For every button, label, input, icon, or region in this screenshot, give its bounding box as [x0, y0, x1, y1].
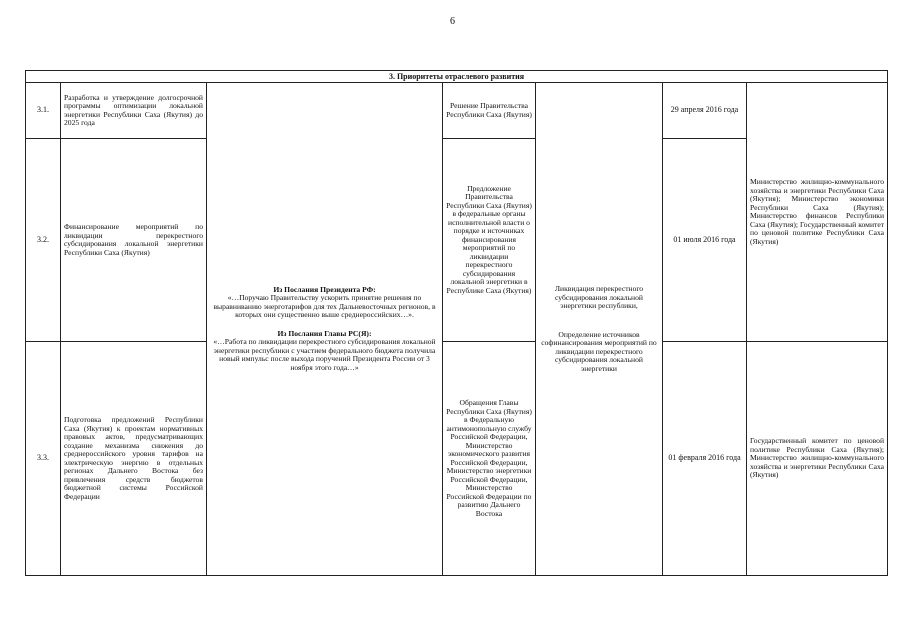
result-second: Определение источников софинансирования мероприятий по ликвидации перекрестного субсидирования локальной энергетики	[541, 329, 657, 373]
page-number: 6	[450, 16, 455, 27]
row-number: 3.1.	[26, 83, 61, 139]
date-cell: 01 февраля 2016 года	[663, 342, 747, 576]
document-cell: Обращения Главы Республики Саха (Якутия) в Федеральную антимонопольную службу Российской Федерации, Министерство экономического развития Российской Федерации, Министерство энергетики Российской Федерации, Министерство Российской Федерации по развитию Дальнего Востока	[443, 342, 536, 576]
document-cell: Предложение Правительства Республики Саха (Якутия) в федеральные органы исполнительной власти о порядке и источниках финансирования мероприятий по ликвидации перекрестного субсидирования локальной энергетики в Республике Саха (Якутия)	[443, 139, 536, 342]
row-number: 3.3.	[26, 342, 61, 576]
section-header-row	[26, 71, 888, 83]
priorities-table	[25, 70, 888, 576]
results-cell	[536, 83, 663, 576]
measure-cell: Финансирование мероприятий по ликвидации перекрестного субсидирования локальной энергетики Республики Саха (Якутия)	[61, 139, 207, 342]
president-quote-text: «…Поручаю Правительству ускорить принятие решения по выравниванию энерготарифов для тех Дальневосточных регионов, в которых они существенно выше среднероссийских…».	[213, 293, 436, 320]
date-cell: 01 июля 2016 года	[663, 139, 747, 342]
president-quote-title: Из Послания Президента РФ:	[273, 284, 376, 294]
table-row	[26, 83, 888, 139]
responsible-cell: Государственный комитет по ценовой политике Республики Саха (Якутия); Министерство жилищно-коммунального хозяйства и энергетики Республики Саха (Якутия)	[747, 342, 888, 576]
responsible-cell: Министерство жилищно-коммунального хозяйства и энергетики Республики Саха (Якутия); Министерство экономики Республики Саха (Якутия); Министерство финансов Республики Саха (Якутия); Государственный комитет по ценовой политике Республики Саха (Якутия)	[747, 83, 888, 342]
document-cell: Решение Правительства Республики Саха (Якутия)	[443, 83, 536, 139]
head-quote-text: «…Работа по ликвидации перекрестного субсидирования локальной энергетики республики с участием федерального бюджета получила новый импульс после выхода поручений Президента России от 3 ноября этого года…»	[213, 337, 436, 372]
measure-cell: Подготовка предложений Республики Саха (Якутия) к проектам нормативных правовых актов, предусматривающих создание механизма снижения до среднероссийского уровня тарифов на электрическую энергию в отдельных регионах Дальнего Востока без привлечения средств бюджетов бюджетной системы Российской Федерации	[61, 342, 207, 576]
row-number: 3.2.	[26, 139, 61, 342]
head-quote-title: Из Послания Главы РС(Я):	[277, 328, 372, 338]
section-title: 3. Приоритеты отраслевого развития	[26, 71, 888, 83]
table-row	[26, 342, 888, 576]
basis-cell	[207, 83, 443, 576]
result-first: Ликвидация перекрестного субсидирования локальной энергетики республики,	[554, 284, 644, 310]
date-cell: 29 апреля 2016 года	[663, 83, 747, 139]
measure-cell: Разработка и утверждение долгосрочной программы оптимизации локальной энергетики Республики Саха (Якутия) до 2025 года	[61, 83, 207, 139]
